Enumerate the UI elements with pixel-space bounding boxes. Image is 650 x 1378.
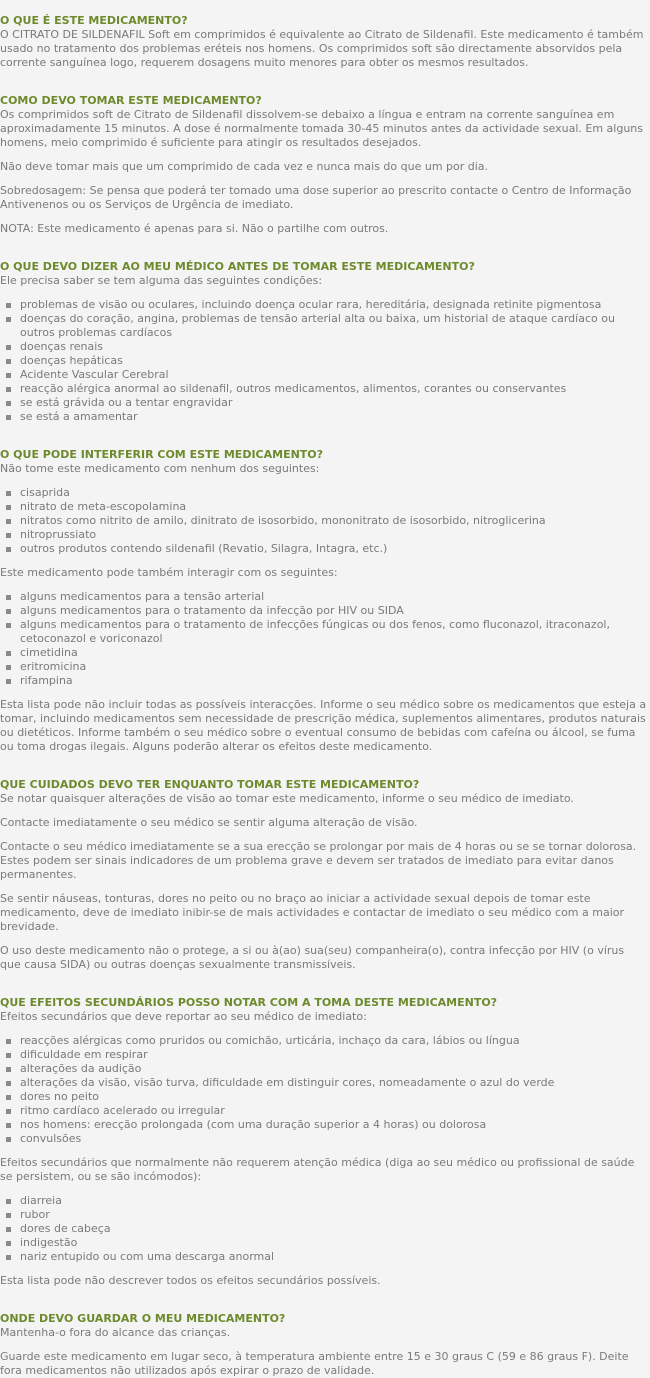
list-item: doenças do coração, angina, problemas de tensão arterial alta ou baixa, um historial de ataque cardíaco ou outros problemas cardíacos	[20, 312, 648, 340]
paragraph: Contacte imediatamente o seu médico se sentir alguma alteração de visão.	[0, 816, 418, 829]
bullet-list	[0, 486, 648, 556]
section-interactions	[0, 434, 648, 754]
list-item: cimetidina	[20, 646, 648, 660]
bullet-list	[0, 590, 648, 688]
list-item: doenças hepáticas	[20, 354, 648, 368]
list-item: alguns medicamentos para a tensão arterial	[20, 590, 648, 604]
paragraph: Este medicamento pode também interagir com os seguintes:	[0, 566, 338, 579]
paragraph: Esta lista pode não incluir todas as possíveis interacções. Informe o seu médico sobre os medicamentos que esteja a tomar, incluindo medicamentos sem necessidade de prescrição médica, suplementos alimentares, produtos naturais ou dietéticos. Informe também o seu médico sobre o eventual consumo de bebidas com cafeína ou álcool, se fuma ou toma drogas ilegais. Alguns poderão alterar os efeitos deste medicamento.	[0, 698, 647, 753]
section-heading: QUE EFEITOS SECUNDÁRIOS POSSO NOTAR COM A TOMA DESTE MEDICAMENTO?	[0, 996, 498, 1009]
section-storage	[0, 1298, 648, 1378]
bullet-list	[0, 1034, 648, 1146]
list-item: outros produtos contendo sildenafil (Revatio, Silagra, Intagra, etc.)	[20, 542, 648, 556]
section-heading: O QUE DEVO DIZER AO MEU MÉDICO ANTES DE TOMAR ESTE MEDICAMENTO?	[0, 260, 475, 273]
list-item: cisaprida	[20, 486, 648, 500]
list-item: problemas de visão ou oculares, incluindo doença ocular rara, hereditária, designada retinite pigmentosa	[20, 298, 648, 312]
list-item: nitratos como nitrito de amilo, dinitrato de isosorbido, mononitrato de isosorbido, nitroglicerina	[20, 514, 648, 528]
section-what-is	[0, 0, 648, 70]
paragraph: O uso deste medicamento não o protege, a si ou à(ao) sua(seu) companheira(o), contra infecção por HIV (o vírus que causa SIDA) ou outras doenças sexualmente transmissíveis.	[0, 944, 625, 971]
list-item: se está grávida ou a tentar engravidar	[20, 396, 648, 410]
list-item: se está a amamentar	[20, 410, 648, 424]
paragraph: NOTA: Este medicamento é apenas para si. Não o partilhe com outros.	[0, 222, 389, 235]
list-item: dores no peito	[20, 1090, 648, 1104]
list-item: reacções alérgicas como pruridos ou comichão, urticária, inchaço da cara, lábios ou língua	[20, 1034, 648, 1048]
list-item: rifampina	[20, 674, 648, 688]
list-item: diarreia	[20, 1194, 648, 1208]
list-item: nos homens: erecção prolongada (com uma duração superior a 4 horas) ou dolorosa	[20, 1118, 648, 1132]
section-heading: ONDE DEVO GUARDAR O MEU MEDICAMENTO?	[0, 1312, 286, 1325]
section-heading: COMO DEVO TOMAR ESTE MEDICAMENTO?	[0, 94, 262, 107]
bullet-list	[0, 1194, 648, 1264]
list-item: rubor	[20, 1208, 648, 1222]
section-precautions	[0, 764, 648, 972]
list-item: dores de cabeça	[20, 1222, 648, 1236]
list-item: alguns medicamentos para o tratamento da infecção por HIV ou SIDA	[20, 604, 648, 618]
paragraph: O CITRATO DE SILDENAFIL Soft em comprimidos é equivalente ao Citrato de Sildenafil. Este medicamento é também usado no tratamento dos problemas eréteis nos homens. Os comprimidos soft são directamente absorvidos pela corrente sanguínea logo, requerem dosagens muito menores para obter os mesmos resultados.	[0, 28, 644, 69]
paragraph: Se sentir náuseas, tonturas, dores no peito ou no braço ao iniciar a actividade sexual depois de tomar este medicamento, deve de imediato inibir-se de mais actividades e contactar de imediato o seu médico com a maior brevidade.	[0, 892, 625, 933]
section-heading: O QUE É ESTE MEDICAMENTO?	[0, 14, 188, 27]
list-item: nitroprussiato	[20, 528, 648, 542]
list-item: doenças renais	[20, 340, 648, 354]
paragraph: Ele precisa saber se tem alguma das seguintes condições:	[0, 274, 323, 287]
list-item: alguns medicamentos para o tratamento de infecções fúngicas ou dos fenos, como fluconazol, itraconazol, cetoconazol e voriconazol	[20, 618, 648, 646]
section-heading: QUE CUIDADOS DEVO TER ENQUANTO TOMAR ESTE MEDICAMENTO?	[0, 778, 420, 791]
list-item: indigestão	[20, 1236, 648, 1250]
list-item: Acidente Vascular Cerebral	[20, 368, 648, 382]
paragraph: Se notar quaisquer alterações de visão ao tomar este medicamento, informe o seu médico de imediato.	[0, 792, 574, 805]
paragraph: Os comprimidos soft de Citrato de Sildenafil dissolvem-se debaixo a língua e entram na corrente sanguínea em aproximadamente 15 minutos. A dose é normalmente tomada 30-45 minutos antes da actividade sexual. Em alguns homens, meio comprimido é suficiente para atingir os resultados desejados.	[0, 108, 644, 149]
list-item: nitrato de meta-escopolamina	[20, 500, 648, 514]
paragraph: Contacte o seu médico imediatamente se a sua erecção se prolongar por mais de 4 horas ou se se tornar dolorosa. Estes podem ser sinais indicadores de um problema grave e devem ser tratados de imediato para evitar danos permanentes.	[0, 840, 637, 881]
list-item: convulsões	[20, 1132, 648, 1146]
section-how-to-take	[0, 80, 648, 236]
paragraph: Efeitos secundários que deve reportar ao seu médico de imediato:	[0, 1010, 367, 1023]
list-item: nariz entupido ou com uma descarga anormal	[20, 1250, 648, 1264]
paragraph: Efeitos secundários que normalmente não requerem atenção médica (diga ao seu médico ou profissional de saúde se persistem, ou se são incómodos):	[0, 1156, 635, 1183]
list-item: dificuldade em respirar	[20, 1048, 648, 1062]
list-item: alterações da audição	[20, 1062, 648, 1076]
section-tell-doctor	[0, 246, 648, 424]
list-item: alterações da visão, visão turva, dificuldade em distinguir cores, nomeadamente o azul do verde	[20, 1076, 648, 1090]
paragraph: Sobredosagem: Se pensa que poderá ter tomado uma dose superior ao prescrito contacte o Centro de Informação Antivenenos ou os Serviços de Urgência de imediato.	[0, 184, 632, 211]
bullet-list	[0, 298, 648, 424]
list-item: ritmo cardíaco acelerado ou irregular	[20, 1104, 648, 1118]
paragraph: Mantenha-o fora do alcance das crianças.	[0, 1326, 231, 1339]
list-item: reacção alérgica anormal ao sildenafil, outros medicamentos, alimentos, corantes ou conservantes	[20, 382, 648, 396]
paragraph: Guarde este medicamento em lugar seco, à temperatura ambiente entre 15 e 30 graus C (59 e 86 graus F). Deite fora medicamentos não utilizados após expirar o prazo de validade.	[0, 1350, 629, 1377]
section-heading: O QUE PODE INTERFERIR COM ESTE MEDICAMENTO?	[0, 448, 324, 461]
section-side-effects	[0, 982, 648, 1288]
list-item: eritromicina	[20, 660, 648, 674]
paragraph: Não deve tomar mais que um comprimido de cada vez e nunca mais do que um por dia.	[0, 160, 489, 173]
paragraph: Não tome este medicamento com nenhum dos seguintes:	[0, 462, 320, 475]
paragraph: Esta lista pode não descrever todos os efeitos secundários possíveis.	[0, 1274, 381, 1287]
